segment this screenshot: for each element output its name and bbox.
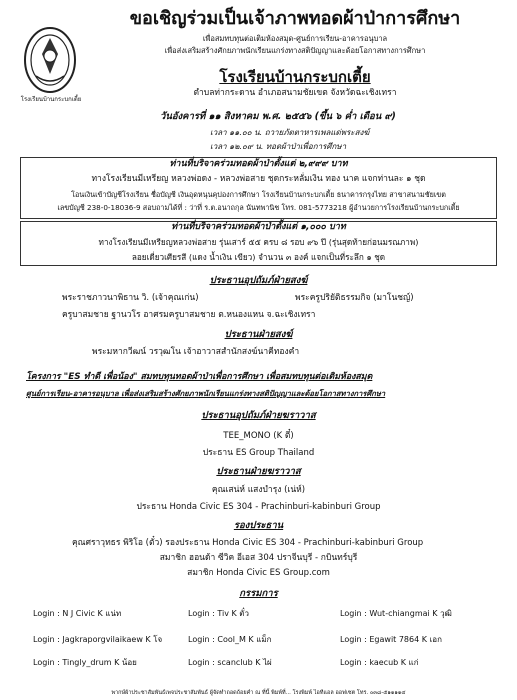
header-purpose-2: เพื่อส่งเสริมสร้างศักยภาพนักเรียนแกร่งทางสติปัญญาและด้อยโอกาสทางการศึกษา — [164, 46, 426, 55]
schedule-item: เวลา ๑๒.๐๙ น. ทอดผ้าป่าเพื่อการศึกษา — [210, 142, 347, 151]
lay-patron-title: ประธานอุปถัมภ์ฝ่ายฆราวาส — [201, 410, 316, 421]
donation-tier-1-box — [20, 157, 497, 219]
tier-2-reward: ทางโรงเรียนมีเหรียญหลวงพ่อสาย รุ่นเสาร์ ๕๕ ครบ ๘ รอบ ๙๖ ปี (รุ่นสุดท้ายก่อนมรณภาพ) — [98, 237, 419, 248]
schedule-item: เวลา ๑๑.๐๐ น. ถวายภัตตาหารเพลแด่พระสงฆ์ — [210, 128, 370, 137]
school-address: ตำบลท่ากระดาน อำเภอสนามชัยเขต จังหวัดฉะเชิงเทรา — [193, 88, 397, 98]
committee-member: Login : Egawit 7864 K เอก — [340, 635, 442, 644]
footer-printer-note: พากษ์ผ้าประชาสัมพันธ์เพจประชาสัมพันธ์ ผู้จัดทำถอดถ้อยคำ ณ ที่นี้ พิมพ์ที่... โรงพิมพ์ ไอทีแอล ออฟเซต โทร. ๐๓๘-๕๑๑๑๑๔ — [111, 690, 406, 696]
header — [10, 8, 507, 158]
monk-patron-3: ครูบาสมชาย ฐานวโร อาศรมครูบาสมชาย ต.หนองแหน จ.ฉะเชิงเทรา — [62, 310, 316, 320]
tier-1-title: ท่านที่บริจาคร่วมทอดผ้าป่าตั้งแต่ ๒,๙๙๙ บาท — [169, 159, 348, 169]
tier-2-reward-detail: ลอยเดี่ยวเศียรสี (แดง น้ำเงิน เขียว) จำนวน ๓ องค์ แจกเป็นที่ระลึก ๑ ชุด — [131, 251, 386, 262]
vice-chair-line-2: สมาชิก ฮอนด้า ซีวิค อีเอส 304 ปราจีนบุรี - กบินทร์บุรี — [159, 553, 358, 563]
project-line-2: ศูนย์การเรียน-อาคารอนุบาล เพื่อส่งเสริมสร้างศักยภาพนักเรียนแกร่งทางสติปัญญาและด้อยโอกาสทางการศึกษา — [26, 389, 386, 398]
committee-title: กรรมการ — [239, 588, 278, 599]
tier-2-title: ท่านที่บริจาคร่วมทอดผ้าป่าตั้งแต่ ๑,๐๐๐ บาท — [171, 222, 346, 232]
tier-1-reward: ทางโรงเรียนมีเหรียญ หลวงพ่อดง - หลวงพ่อสาย ชุดกระหลั่มเงิน ทอง นาค แจกท่านละ ๑ ชุด — [91, 174, 426, 185]
committee-member: Login : kaecub K แก่ — [340, 658, 419, 667]
committee-member: Login : Jagkraporgvilaikaew K โจ — [33, 635, 163, 644]
project-line-1: โครงการ "ES ทำดี เพื่อน้อง" สมทบทุนทอดผ้าป่าเพื่อการศึกษา เพื่อสมทบทุนต่อเติมห้องสมุด — [26, 372, 373, 382]
logo-caption: โรงเรียนบ้านกระบกเตี้ย — [20, 96, 82, 103]
lay-patron-name: TEE_MONO (K ตี๋) — [223, 431, 294, 441]
monk-chair-title: ประธานฝ่ายสงฆ์ — [224, 329, 293, 340]
committee-member: Login : Cool_M K แม็ก — [188, 635, 272, 644]
header-purpose-1: เพื่อสมทบทุนต่อเติมห้องสมุด-ศูนย์การเรียน-อาคารอนุบาล — [202, 34, 388, 43]
committee-member: Login : scanclub K ไผ่ — [188, 658, 272, 667]
lay-chair-name: คุณเสน่ห์ แสงบำรุง (เน่ห์) — [211, 485, 306, 495]
committee-member: Login : Wut-chiangmai K วุฒิ — [340, 609, 452, 618]
school-seal-logo — [22, 26, 78, 96]
vice-chair-line-1: คุณศราวุทธร พิริโอ (ตั๋ว) รองประธาน Honda Civic ES 304 - Prachinburi-kabinburi Group — [72, 538, 424, 548]
event-date: วันอังคารที่ ๑๑ สิงหาคม พ.ศ. ๒๕๕๖ (ขึ้น ๖ ค่ำ เดือน ๙) — [160, 111, 396, 122]
monk-patron-1: พระราชภาวนาพิธาน วิ. (เจ้าคุณเก่น) — [62, 293, 199, 303]
committee-member: Login : N J Civic K แน่ท — [33, 609, 122, 618]
monk-chair-name: พระมหากวีฒน์ วรวุฒโน เจ้าอาวาสสำนักสงฆ์นาคีทองคำ — [92, 347, 300, 357]
tier-1-bank-info: โอนเงินเข้าบัญชีโรงเรียน ชื่อบัญชี เงินอุดหนุนคุปองการศึกษา โรงเรียนบ้านกระบกเตี้ย ธนาคารกรุงไทย สาขาสนามชัยเขต — [71, 189, 446, 199]
monk-patron-2: พระครูปริยัติธรรมกิจ (มาโนชญ์) — [295, 293, 414, 303]
page-title: ขอเชิญร่วมเป็นเจ้าภาพทอดผ้าป่าการศึกษา — [129, 8, 461, 29]
committee-member: Login : Tiv K ตั๋ว — [188, 609, 249, 618]
lay-chair-role: ประธาน Honda Civic ES 304 - Prachinburi-kabinburi Group — [136, 502, 381, 512]
tier-1-contact: เลขบัญชี 238-0-18036-9 สอบถามได้ที่ : ว่าที่ ร.ต.อนาถกุล นันทพานิช โทร. 081-5773218 ผู้อำนวยการโรงเรียนบ้านกระบกเตี้ย — [57, 202, 460, 212]
vice-chair-line-3: สมาชิก Honda Civic ES Group.com — [187, 568, 330, 578]
vice-chair-title: รองประธาน — [233, 520, 284, 531]
lay-chair-title: ประธานฝ่ายฆราวาส — [216, 466, 301, 477]
lay-patron-role: ประธาน ES Group Thailand — [202, 448, 315, 458]
school-name: โรงเรียนบ้านกระบกเตี้ย — [219, 68, 371, 86]
donation-tier-2-box — [20, 221, 497, 266]
monk-patron-title: ประธานอุปถัมภ์ฝ่ายสงฆ์ — [209, 275, 308, 286]
committee-member: Login : Tingly_drum K น้อย — [33, 658, 137, 667]
